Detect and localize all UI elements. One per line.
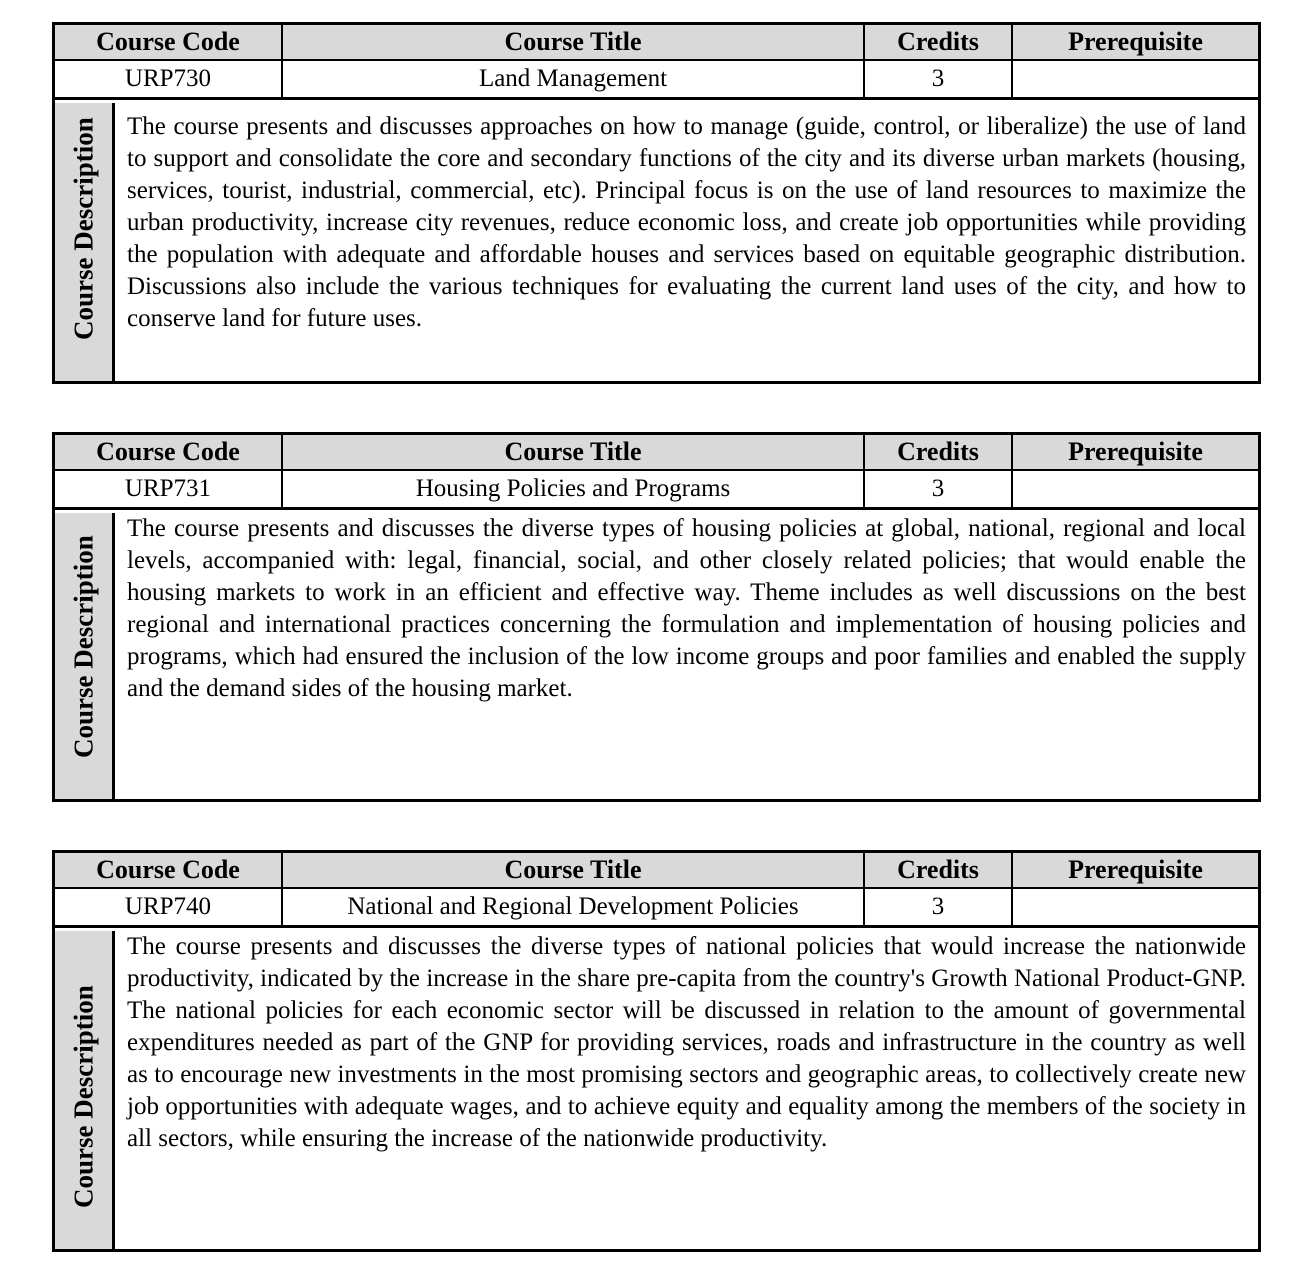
prerequisite-header: Prerequisite xyxy=(1068,27,1203,56)
prerequisite xyxy=(1013,889,1258,925)
course-table xyxy=(52,432,1261,802)
prerequisite xyxy=(1013,61,1258,97)
header-row xyxy=(55,435,1258,471)
credits: 3 xyxy=(865,61,1013,97)
value-row xyxy=(55,61,1258,100)
course-description: The course presents and discusses the diverse types of housing policies at global, national, regional and local levels, accompanied with: legal, financial, social, and other closely related policies; that would enable the housing markets to work in an efficient and effective way. Theme includes as well discussions on the best regional and international practices concerning the formulation and implementation of housing policies and programs, which had ensured the inclusion of the low income groups and poor families and enabled the supply and the demand sides of the housing market. xyxy=(127,515,1246,702)
credits-header: Credits xyxy=(865,853,1013,887)
description-label-cell xyxy=(55,103,115,381)
description-row xyxy=(55,931,1258,1249)
course-code: URP740 xyxy=(55,889,283,925)
course-title: Land Management xyxy=(283,61,865,97)
course-code: URP731 xyxy=(55,471,283,507)
course-description: The course presents and discusses the diverse types of national policies that would increase the nationwide productivity, indicated by the increase in the share pre-capita from the country's Growth National Product-GNP. The national policies for each economic sector will be discussed in relation to the amount of governmental expenditures needed as part of the GNP for providing services, roads and infrastructure in the country as well as to encourage new investments in the most promising sectors and geographic areas, to collectively create new job opportunities with adequate wages, and to achieve equity and equality among the members of the society in all sectors, while ensuring the increase of the nationwide productivity. xyxy=(127,933,1246,1152)
description-label-cell xyxy=(55,931,115,1249)
description-row xyxy=(55,103,1258,381)
prerequisite-header: Prerequisite xyxy=(1068,855,1203,884)
course-code-header: Course Code xyxy=(55,853,283,887)
course-title-header: Course Title xyxy=(283,853,865,887)
header-row xyxy=(55,25,1258,61)
course-table xyxy=(52,22,1261,384)
description-label-cell xyxy=(55,513,115,799)
course-title: Housing Policies and Programs xyxy=(283,471,865,507)
credits: 3 xyxy=(865,889,1013,925)
description-label: Course Description xyxy=(68,985,98,1208)
course-code-header: Course Code xyxy=(55,25,283,59)
header-row xyxy=(55,853,1258,889)
credits-header: Credits xyxy=(865,25,1013,59)
prerequisite-header: Prerequisite xyxy=(1068,437,1203,466)
description-row xyxy=(55,513,1258,799)
course-title-header: Course Title xyxy=(283,435,865,469)
course-title: National and Regional Development Policies xyxy=(283,889,865,925)
course-code: URP730 xyxy=(55,61,283,97)
value-row xyxy=(55,471,1258,510)
description-label: Course Description xyxy=(68,117,98,340)
course-title-header: Course Title xyxy=(283,25,865,59)
course-table xyxy=(52,850,1261,1252)
course-code-header: Course Code xyxy=(55,435,283,469)
credits: 3 xyxy=(865,471,1013,507)
value-row xyxy=(55,889,1258,928)
credits-header: Credits xyxy=(865,435,1013,469)
course-description: The course presents and discusses approaches on how to manage (guide, control, or liberalize) the use of land to support and consolidate the core and secondary functions of the city and its diverse urban markets (housing, services, tourist, industrial, commercial, etc). Principal focus is on the use of land resources to maximize the urban productivity, increase city revenues, reduce economic loss, and create job opportunities while providing the population with adequate and affordable houses and services based on equitable geographic distribution. Discussions also include the various techniques for evaluating the current land uses of the city, and how to conserve land for future uses. xyxy=(127,113,1246,332)
prerequisite xyxy=(1013,471,1258,507)
description-label: Course Description xyxy=(68,535,98,758)
